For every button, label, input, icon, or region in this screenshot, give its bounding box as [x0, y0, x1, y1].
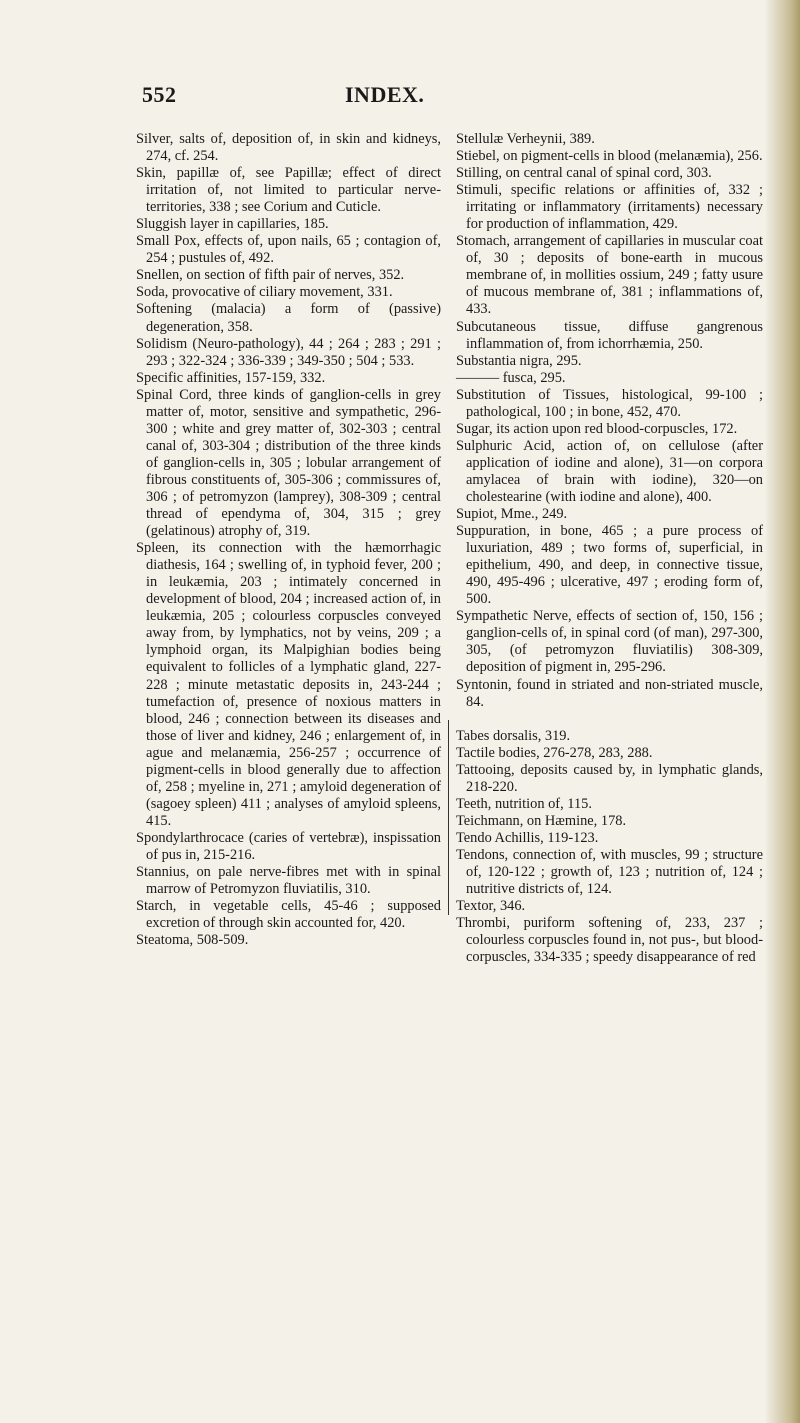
index-entry: Subcutaneous tissue, diffuse gangrenous inflammation of, from ichorrhæmia, 250. — [456, 318, 763, 352]
column-divider — [448, 720, 449, 915]
index-entry: Steatoma, 508-509. — [136, 932, 249, 949]
index-entry: Substantia nigra, 295. — [456, 352, 582, 369]
index-entry: Sympathetic Nerve, effects of section of, 150, 156 ; ganglion-cells of, in spinal cord (of man), 297-300, 305, (of petromyzon fluviatilis) 308-309, deposition of pigment in, 295-296. — [456, 608, 763, 676]
page-title: INDEX. — [345, 82, 425, 107]
index-entry: Sluggish layer in capillaries, 185. — [136, 216, 329, 233]
index-entry: Stellulæ Verheynii, 389. — [456, 131, 595, 147]
index-entry: Textor, 346. — [456, 898, 526, 915]
index-entry: Solidism (Neuro-pathology), 44 ; 264 ; 283 ; 291 ; 293 ; 322-324 ; 336-339 ; 349-350 ; 504 ; 533. — [136, 335, 441, 369]
index-entry: Tactile bodies, 276-278, 283, 288. — [456, 744, 653, 761]
index-entry: Specific affinities, 157-159, 332. — [136, 369, 326, 386]
index-entry: Tabes dorsalis, 319. — [456, 727, 571, 744]
index-entry: Spinal Cord, three kinds of ganglion-cells in grey matter of, motor, sensitive and sympathetic, 296-300 ; white and grey matter of, 302-303 ; central canal of, 303-304 ; distribution of the three kinds of ganglion-cells in, 305 ; lobular arrangement of fibrous constituents of, 305-306 ; commissures of, 306 ; of petromyzon (lamprey), 308-309 ; central thread of ependyma of, 304, 315 ; grey (gelatinous) atrophy of, 319. — [136, 386, 441, 540]
section-gap — [456, 711, 763, 728]
index-entry: Stiebel, on pigment-cells in blood (melanæmia), 256. — [456, 148, 763, 165]
right-column — [456, 131, 763, 966]
index-entry: Small Pox, effects of, upon nails, 65 ; contagion of, 254 ; pustules of, 492. — [136, 233, 441, 267]
index-entry: Tattooing, deposits caused by, in lymphatic glands, 218-220. — [456, 761, 763, 795]
index-entry: Supiot, Mme., 249. — [456, 506, 568, 523]
left-column — [136, 131, 441, 949]
running-head — [0, 82, 800, 112]
index-entry: Teeth, nutrition of, 115. — [456, 795, 592, 812]
index-entry: Snellen, on section of fifth pair of nerves, 352. — [136, 267, 405, 284]
index-entry: Skin, papillæ of, see Papillæ; effect of direct irritation of, not limited to particular nerve-territories, 338 ; see Corium and Cuticle. — [136, 165, 441, 216]
index-entry: Tendo Achillis, 119-123. — [456, 829, 599, 846]
index-entry: Substitution of Tissues, histological, 99-100 ; pathological, 100 ; in bone, 452, 470. — [456, 386, 763, 420]
index-entry: Soda, provocative of ciliary movement, 331. — [136, 284, 393, 301]
index-entry: Sulphuric Acid, action of, on cellulose (after application of iodine and alone), 31—on corpora amylacea of brain with iodine), 320—on cholestearine (with iodine and alone), 400. — [456, 437, 763, 505]
index-entry: Thrombi, puriform softening of, 233, 237 ; colourless corpuscles found in, not pus-, but blood-corpuscles, 334-335 ; speedy disappearance of red — [456, 915, 763, 966]
index-entry: Silver, salts of, deposition of, in skin and kidneys, 274, cf. 254. — [136, 131, 441, 165]
index-entry: Suppuration, in bone, 465 ; a pure process of luxuriation, 489 ; two forms of, superficial, in epithelium, 490, and deep, in connective tissue, 490, 495-496 ; ulcerative, 497 ; eroding form of, 500. — [456, 523, 763, 608]
index-entry: Stomach, arrangement of capillaries in muscular coat of, 30 ; deposits of bone-earth in mucous membrane of, in mollities ossium, 249 ; fatty usure of mucous membrane of, 381 ; inflammations of, 433. — [456, 233, 763, 318]
index-entry: Stimuli, specific relations or affinities of, 332 ; irritating or inflammatory (irritaments) necessary for production of inflammation, 429. — [456, 182, 763, 233]
index-entry: Teichmann, on Hæmine, 178. — [456, 812, 627, 829]
index-entry: Tendons, connection of, with muscles, 99 ; structure of, 120-122 ; growth of, 123 ; nutrition of, 124 ; nutritive districts of, 124. — [456, 846, 763, 898]
index-entry: Stannius, on pale nerve-fibres met with in spinal marrow of Petromyzon fluviatilis, 310. — [136, 864, 441, 898]
index-entry: Syntonin, found in striated and non-striated muscle, 84. — [456, 676, 763, 710]
index-entry: Softening (malacia) a form of (passive) degeneration, 358. — [136, 301, 441, 335]
index-entry: Stilling, on central canal of spinal cord, 303. — [456, 165, 712, 182]
index-entry: Spleen, its connection with the hæmorrhagic diathesis, 164 ; swelling of, in typhoid fever, 200 ; in leukæmia, 203 ; intimately concerned in development of blood, 204 ; increased action of, in leukæmia, 205 ; colourless corpuscles conveyed away from, by lymphatics, not by veins, 209 ; a lymphoid organ, its Malpighian bodies being equivalent to follicles of a lymphatic gland, 227-228 ; minute metastatic deposits in, 243-244 ; tumefaction of, presence of noxious matters in blood, 246 ; connection between its diseases and those of liver and kidney, 246 ; enlargement of, in ague and melanæmia, 256-257 ; occurrence of pigment-cells in blood generally due to affection of, 258 ; myeline in, 271 ; amyloid degeneration of (sagoey spleen) 411 ; analyses of amyloid spleens, 415. — [136, 540, 441, 829]
index-entry: ——— fusca, 295. — [456, 369, 566, 386]
page-edge — [766, 0, 800, 1423]
index-entry: Starch, in vegetable cells, 45-46 ; supposed excretion of through skin accounted for, 420. — [136, 898, 441, 932]
index-entry: Spondylarthrocace (caries of vertebræ), inspissation of pus in, 215-216. — [136, 829, 441, 863]
index-entry: Sugar, its action upon red blood-corpuscles, 172. — [456, 420, 738, 437]
page-number: 552 — [142, 82, 177, 107]
